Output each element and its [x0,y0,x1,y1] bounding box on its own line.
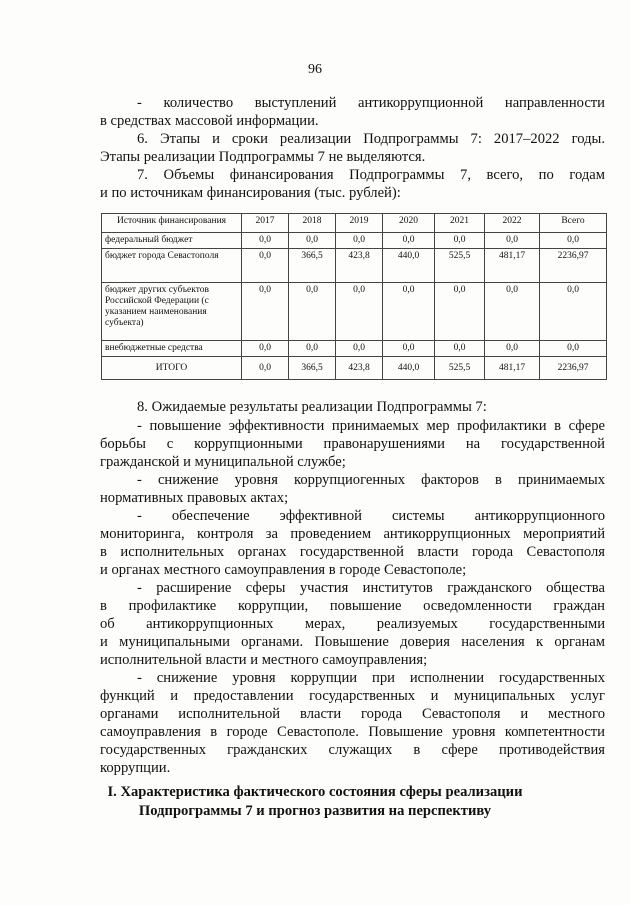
column-header: Всего [540,214,607,233]
results-line: органами исполнительной власти города Севастополя и местного [100,706,605,722]
total-value-cell: 366,5 [289,357,336,380]
results-line: - обеспечение эффективной системы антикоррупционного [137,508,605,524]
results-line: об антикоррупционных мерах, реализуемых государственными [100,616,605,632]
column-header: Источник финансирования [102,214,242,233]
results-line: - снижение уровня коррупции при исполнении государственных [137,670,605,686]
page-number: 96 [308,62,322,77]
intro-line: и по источникам финансирования (тыс. рублей): [100,185,401,201]
value-cell: 0,0 [485,233,540,249]
results-line: государственных гражданских служащих в сфере противодействия [100,742,605,758]
results-line: борьбы с коррупционными правонарушениями на государственной [100,436,605,452]
results-line: - расширение сферы участия институтов гражданского общества [137,580,605,596]
results-line: и муниципальными органами. Повышение доверия населения к органам [100,634,605,650]
table-row [102,249,607,283]
column-header: 2021 [435,214,485,233]
column-header: 2022 [485,214,540,233]
section-heading: I. Характеристика фактического состояния сферы реализации [107,784,523,800]
results-line: коррупции. [100,760,171,776]
value-cell: 0,0 [289,233,336,249]
source-cell: бюджет других субъектов Российской Федерации (с указанием наименования субъекта) [102,283,242,341]
value-cell: 0,0 [289,283,336,341]
total-value-cell: 481,17 [485,357,540,380]
table-row [102,233,607,249]
total-value-cell: 525,5 [435,357,485,380]
total-row [102,357,607,380]
table-row [102,283,607,341]
results-line: исполнительной власти и местного самоуправления; [100,652,428,668]
source-cell: внебюджетные средства [102,341,242,357]
table-row [102,341,607,357]
intro-line: Этапы реализации Подпрограммы 7 не выделяются. [100,149,426,165]
value-cell: 0,0 [289,341,336,357]
results-line: в профилактике коррупции, повышение осведомленности граждан [100,598,605,614]
value-cell: 0,0 [540,233,607,249]
value-cell: 440,0 [383,249,435,283]
value-cell: 0,0 [242,283,289,341]
total-label: ИТОГО [102,357,242,380]
value-cell: 0,0 [242,233,289,249]
table-header-row [102,214,607,233]
total-value-cell: 423,8 [336,357,383,380]
intro-line: 7. Объемы финансирования Подпрограммы 7, всего, по годам [137,167,605,183]
value-cell: 0,0 [383,341,435,357]
value-cell: 0,0 [540,341,607,357]
value-cell: 0,0 [336,233,383,249]
results-line: нормативных правовых актах; [100,490,289,506]
value-cell: 0,0 [540,283,607,341]
results-line: 8. Ожидаемые результаты реализации Подпрограммы 7: [137,399,487,415]
value-cell: 2236,97 [540,249,607,283]
value-cell: 0,0 [242,341,289,357]
total-value-cell: 440,0 [383,357,435,380]
value-cell: 423,8 [336,249,383,283]
results-line: в исполнительных органах государственной власти города Севастополя [100,544,605,560]
results-line: - снижение уровня коррупциогенных факторов в принимаемых [137,472,605,488]
results-line: и органах местного самоуправления в городе Севастополе; [100,562,467,578]
results-line: гражданской и муниципальной службе; [100,454,346,470]
value-cell: 525,5 [435,249,485,283]
intro-line: - количество выступлений антикоррупционной направленности [137,95,605,111]
total-value-cell: 2236,97 [540,357,607,380]
results-line: мониторинга, контроля за проведением антикоррупционных мероприятий [100,526,605,542]
column-header: 2018 [289,214,336,233]
results-line: - повышение эффективности принимаемых мер профилактики в сфере [137,418,605,434]
section-heading: Подпрограммы 7 и прогноз развития на перспективу [138,803,492,819]
value-cell: 0,0 [383,233,435,249]
value-cell: 0,0 [435,233,485,249]
financing-table [101,213,607,380]
intro-line: в средствах массовой информации. [100,113,319,129]
column-header: 2019 [336,214,383,233]
total-value-cell: 0,0 [242,357,289,380]
value-cell: 0,0 [242,249,289,283]
value-cell: 0,0 [383,283,435,341]
value-cell: 0,0 [435,283,485,341]
value-cell: 0,0 [336,283,383,341]
value-cell: 0,0 [336,341,383,357]
column-header: 2017 [242,214,289,233]
intro-line: 6. Этапы и сроки реализации Подпрограммы 7: 2017–2022 годы. [137,131,605,147]
value-cell: 0,0 [435,341,485,357]
value-cell: 0,0 [485,341,540,357]
value-cell: 0,0 [485,283,540,341]
value-cell: 366,5 [289,249,336,283]
source-cell: бюджет города Севастополя [102,249,242,283]
results-line: самоуправления в городе Севастополе. Повышение уровня компетентности [100,724,605,740]
value-cell: 481,17 [485,249,540,283]
column-header: 2020 [383,214,435,233]
results-line: функций и предоставлении государственных и муниципальных услуг [100,688,605,704]
source-cell: федеральный бюджет [102,233,242,249]
